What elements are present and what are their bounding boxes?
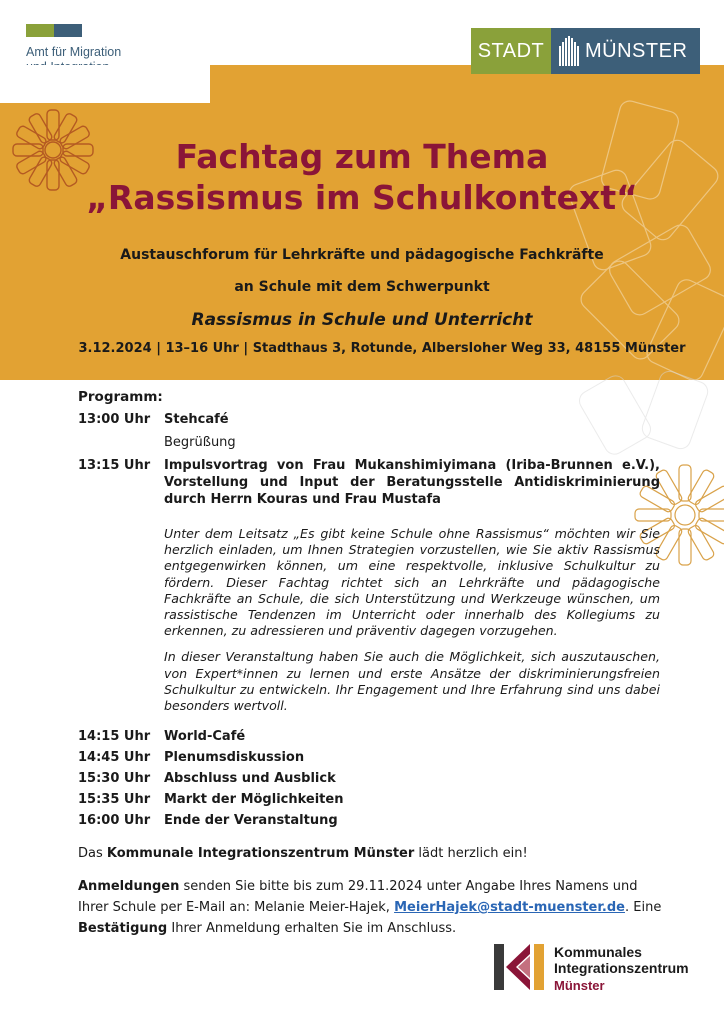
subtitle-focus: Rassismus in Schule und Unterricht: [191, 310, 533, 330]
amt-logo-bars: [26, 24, 82, 37]
ki-logo-text: [554, 944, 689, 996]
program-time: 15:35 Uhr: [78, 792, 151, 808]
event-dateline: 3.12.2024 | 13–16 Uhr | Stadthaus 3, Rotunde, Albersloher Weg 33, 48155 Münster: [78, 341, 686, 356]
band-cutout: [0, 65, 210, 103]
program-item: Abschluss und Ausblick: [164, 771, 336, 787]
program-time: 15:30 Uhr: [78, 771, 151, 787]
program-section: [78, 389, 660, 833]
program-item: World-Café: [164, 729, 246, 745]
invite-pre: Das: [78, 846, 107, 861]
amt-logo-line1: Amt für Migration: [26, 45, 122, 59]
registration-text2: . Eine: [624, 900, 662, 915]
program-item: Markt der Möglichkeiten: [164, 792, 344, 808]
ornament-right-icon: [540, 85, 724, 380]
program-row: [78, 770, 660, 787]
program-time: 14:15 Uhr: [78, 729, 151, 745]
invite-post: lädt herzlich ein!: [414, 846, 528, 861]
subtitle-line1: Austauschforum für Lehrkräfte und pädagogische Fachkräfte: [120, 247, 604, 263]
page-title: [0, 136, 724, 218]
program-item: Stehcafé: [164, 412, 229, 427]
program-item: Begrüßung: [164, 435, 236, 450]
ki-mark-icon: [494, 944, 546, 990]
program-time: [78, 434, 164, 451]
program-row: [78, 791, 660, 808]
program-rest: [78, 728, 660, 829]
program-time: 14:45 Uhr: [78, 750, 151, 766]
program-row: [78, 411, 660, 428]
ki-logo-line1: Kommunales: [554, 944, 642, 960]
invite-org: Kommunale Integrationszentrum Münster: [106, 846, 415, 861]
program-time: 13:00 Uhr: [78, 412, 151, 427]
program-time: 16:00 Uhr: [78, 813, 151, 829]
title-line1: Fachtag zum Thema: [175, 137, 549, 176]
ki-logo-line2: Integrationszentrum: [554, 960, 689, 976]
stadt-muenster-logo: [471, 28, 700, 74]
registration-bold: Anmeldungen: [78, 879, 180, 894]
email-link[interactable]: MeierHajek@stadt-muenster.de: [394, 900, 625, 915]
title-line2: „Rassismus im Schulkontext“: [86, 178, 638, 217]
stadt-logo-right-text: MÜNSTER: [585, 39, 688, 62]
registration-text1: senden Sie bitte bis zum 29.11.2024 unter Angabe Ihres Namens und Ihrer Schule per E-Mail an: Melanie Meier-Hajek,: [78, 879, 638, 915]
program-row: [78, 728, 660, 745]
program-row: [78, 434, 660, 451]
registration-text3: Ihrer Anmeldung erhalten Sie im Anschluss.: [167, 921, 457, 936]
program-row: [78, 812, 660, 829]
organ-pipes-icon: [559, 36, 579, 66]
program-item: Impulsvortrag von Frau Mukanshimiyimana (Iriba-Brunnen e.V.), Vorstellung und Input der Beratungsstelle Antidiskriminierung durch Herrn Kouras und Frau Mustafa: [164, 458, 660, 507]
registration-text: [78, 876, 662, 939]
program-item: Plenumsdiskussion: [164, 750, 305, 766]
confirmation-bold: Bestätigung: [78, 921, 168, 936]
program-item: Ende der Veranstaltung: [164, 813, 338, 829]
stadt-logo-right: [551, 28, 700, 74]
ki-logo-line3: Münster: [554, 978, 605, 993]
subtitle-line2: an Schule mit dem Schwerpunkt: [234, 279, 490, 295]
invite-line: [78, 846, 678, 861]
program-heading: Programm:: [78, 389, 163, 405]
program-row: [78, 749, 660, 766]
program-row: [78, 457, 660, 508]
header-band: [0, 65, 724, 380]
program-description-1: Unter dem Leitsatz „Es gibt keine Schule ohne Rassismus“ möchten wir Sie herzlich einladen, um Ihnen Strategien vorzustellen, wie Sie aktiv Rassismus entgegenwirken können, um eine respektvolle, inklusive Schulkultur zu fördern. Dieser Fachtag richtet sich an Lehrkräfte und pädagogische Fachkräfte an Schule, die sich Unterstützung und Werkzeuge wünschen, um rassistische Tendenzen im Unterricht oder innerhalb des Kollegiums zu erkennen, zu adressieren und präventiv dagegen vorzugehen.: [164, 526, 660, 639]
program-time: 13:15 Uhr: [78, 458, 151, 473]
stadt-logo-left: STADT: [471, 28, 551, 74]
ki-logo: [494, 944, 714, 994]
program-description-2: In dieser Veranstaltung haben Sie auch die Möglichkeit, sich auszutauschen, von Expert*innen zu lernen und erste Ansätze der diskriminierungsfreien Schulkultur zu entwickeln. Ihr Engagement und Ihre Erfahrung sind uns dabei besonders wertvoll.: [164, 649, 660, 714]
